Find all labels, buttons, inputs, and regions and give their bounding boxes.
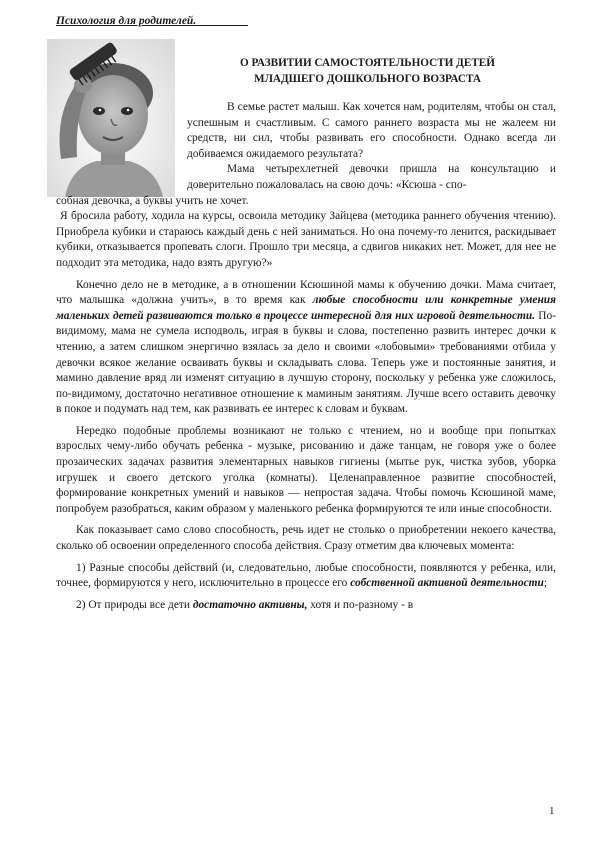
paragraph-4-text-a: Конечно дело не в методике, а в отношении Ксюшиной мамы к обучению дочки. Мама считает, что малышка «должна учить», в то время как bbox=[56, 278, 556, 307]
paragraph-8-text-a: 2) От природы все дети bbox=[76, 598, 193, 611]
article-title bbox=[195, 55, 540, 87]
paragraph-2a: Мама четырехлетней девочки пришла на консультацию и доверительно пожаловалась на свою дочь: «Ксюша - спо- bbox=[187, 163, 556, 191]
paragraph-7-text-a: 1) Разные способы действий (и, следовательно, любые способности, появляются у ребенка, или, точнее, формируются у него, исключительно в процессе его bbox=[56, 561, 556, 590]
paragraph-3: Я бросила работу, ходила на курсы, освоила методику Зайцева (методика раннего обучения чтению). Приобрела кубики и стараюсь каждый день с ней заниматься. Но она почему-то ленится, раскидывает кубики, отказывается пропевать слоги. Прошло три месяца, а сдвигов никаких нет. Может, для нее не подходит эта методика, надо взять другую?» bbox=[56, 210, 556, 269]
paragraph-2b: собная девочка, а буквы учить не хочет. bbox=[56, 194, 249, 207]
paragraph-8-emphasis: достаточно активны, bbox=[192, 598, 308, 611]
paragraph-5: Нередко подобные проблемы возникают не только с чтением, но и вообще при попытках взрослых чему-либо обучать ребенка - музыке, рисованию и даже танцам, не говоря уже о более прозаических задачах развития элементарных навыков гигиены (мытье рук, чистка зубов, уборка игрушек и своего детского уголка (комнаты). Целенаправленное развитие способностей, формирование конкретных умений и навыков — непростая задача. Чтобы помочь Ксюшиной маме, попробуем разобраться, каким образом у маленького ребенка формируются те или иные способности. bbox=[56, 424, 556, 515]
article-body bbox=[56, 100, 556, 613]
paragraph-8-text-c: хотя и по-разному - в bbox=[307, 598, 414, 611]
title-line-1: О РАЗВИТИИ САМОСТОЯТЕЛЬНОСТИ ДЕТЕЙ bbox=[240, 57, 495, 69]
paragraph-6: Как показывает само слово способность, речь идет не столько о приобретении некоего качества, сколько об освоении определенного способа действия. Сразу отметим два ключевых момента: bbox=[56, 524, 556, 553]
paragraph-4-emphasis: любые способности или конкретные умения маленьких детей развиваются только в процессе интересной для них игровой деятельности. bbox=[56, 294, 556, 322]
paragraph-8 bbox=[56, 598, 556, 614]
paragraph-1: В семье растет малыш. Как хочется нам, родителям, чтобы он стал, успешным и счастливым. С самого раннего возраста мы не жалеем ни средств, ни сил, чтобы развивать его способности. Однако всегда ли добиваемся ожидаемого результата? bbox=[187, 101, 556, 160]
page-header: Психология для родителей. bbox=[56, 15, 248, 27]
title-line-2: МЛАДШЕГО ДОШКОЛЬНОГО ВОЗРАСТА bbox=[254, 73, 481, 85]
paragraph-4-text-c: По-видимому, мама не сумела исподволь, играя в буквы и слова, постепенно развить интерес дочки к чтению, а затем слишком энергично взялась за дело и своими «лобовыми» требованиями отбила у девочки всякое желание осваивать буквы и складывать слова. Теперь уже и постоянные занятия, и мамино давление вряд ли изменят ситуацию в лучшую сторону, поскольку у ребенка уже сложилось, по-видимому, достаточно негативное отношение к маминым занятиям. Лучше всего оставить девочку в покое и подумать над тем, как развивать ее интерес к словам и буквам. bbox=[56, 309, 556, 416]
paragraph-7 bbox=[56, 561, 556, 592]
paragraph-4 bbox=[56, 278, 556, 418]
paragraph-7-text-c: ; bbox=[543, 577, 548, 590]
page-number: 1 bbox=[549, 805, 555, 817]
paragraph-7-emphasis: собственной активной деятельности bbox=[350, 577, 544, 590]
